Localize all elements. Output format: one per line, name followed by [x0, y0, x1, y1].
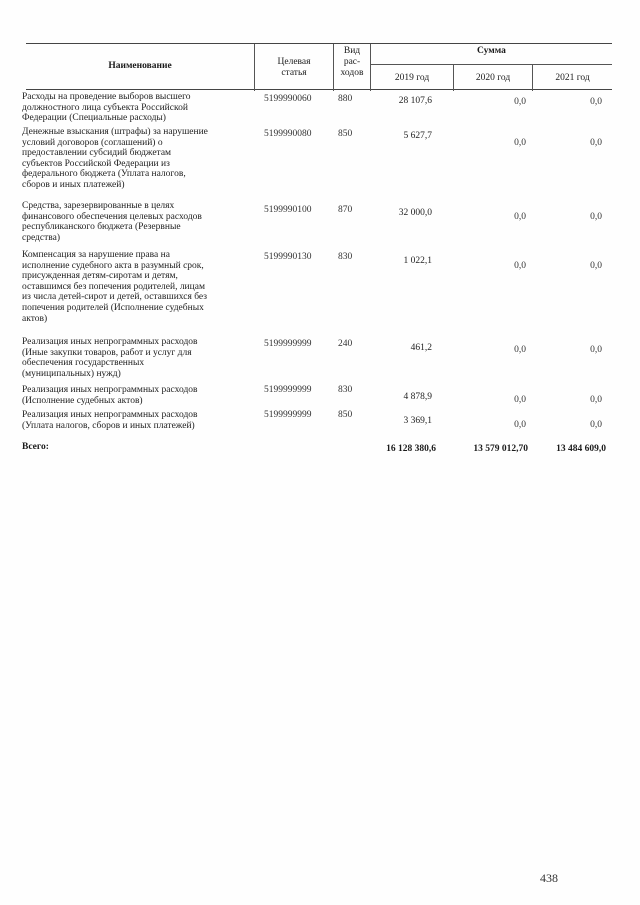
row-target: 5199999999 — [264, 410, 312, 420]
row-value-2019: 5 627,7 — [403, 131, 432, 141]
row-target: 5199999999 — [264, 385, 312, 395]
row-value-2019: 4 878,9 — [403, 392, 432, 402]
row-name — [22, 201, 254, 243]
row-name — [22, 250, 254, 324]
row-target: 5199990130 — [264, 252, 312, 262]
row-value-2021: 0,0 — [590, 138, 602, 148]
row-value-2019: 28 107,6 — [398, 96, 432, 106]
row-name-line: Компенсация за нарушение права на — [22, 250, 170, 260]
header-kind-line1: Вид — [343, 46, 361, 56]
row-value-2020: 0,0 — [514, 261, 526, 271]
row-value-2019: 1 022,1 — [403, 256, 432, 266]
row-kind: 850 — [338, 129, 353, 139]
row-name — [22, 410, 254, 431]
row-name-line: (Уплата налогов, сборов и иных платежей) — [22, 420, 195, 431]
header-target-line1: Целевая — [277, 57, 311, 67]
row-value-2019: 32 000,0 — [398, 208, 432, 218]
row-value-2021: 0,0 — [590, 97, 602, 107]
row-value-2020: 0,0 — [514, 345, 526, 355]
row-name-line: присужденная детям-сиротам и детям, — [22, 271, 178, 282]
header-kind — [334, 46, 370, 79]
header-name: Наименование — [108, 61, 172, 71]
row-name-line: предоставлении субсидий бюджетам — [22, 148, 172, 159]
row-name — [22, 127, 254, 191]
row-value-2019: 461,2 — [410, 343, 432, 353]
header-year-2020: 2020 год — [475, 73, 511, 83]
row-name-line: финансового обеспечения целевых расходов — [22, 211, 202, 222]
row-value-2020: 0,0 — [514, 420, 526, 430]
row-value-2020: 0,0 — [514, 395, 526, 405]
header-sum: Сумма — [477, 46, 506, 56]
row-value-2020: 0,0 — [514, 97, 526, 107]
row-name-line: Средства, зарезервированные в целях — [22, 201, 175, 211]
row-kind: 830 — [338, 252, 353, 262]
total-label: Всего: — [22, 442, 49, 452]
row-kind: 240 — [338, 339, 353, 349]
row-name-line: из числа детей-сирот и детей, оставшихся без — [22, 292, 208, 303]
page-number: 438 — [540, 871, 558, 885]
row-value-2021: 0,0 — [590, 395, 602, 405]
header-year-2021: 2021 год — [555, 73, 590, 83]
row-name — [22, 385, 254, 406]
row-target: 5199990080 — [264, 129, 312, 139]
header-year-2019: 2019 год — [394, 73, 430, 83]
row-name-line: Реализация иных непрограммных расходов — [22, 337, 198, 347]
row-name-line: сборов и иных платежей) — [22, 179, 125, 190]
row-name-line: Федерации (Специальные расходы) — [22, 113, 166, 124]
row-name-line: субъектов Российской Федерации из — [22, 158, 170, 169]
row-target: 5199990060 — [264, 94, 312, 104]
row-name-line: условий договоров (соглашений) о — [22, 137, 163, 148]
row-name-line: оставшимся без попечения родителей, лицам — [22, 281, 205, 292]
row-name-line: Денежные взыскания (штрафы) за нарушение — [22, 127, 208, 137]
row-value-2019: 3 369,1 — [403, 416, 432, 426]
row-name-line: актов) — [22, 313, 48, 324]
row-name-line: (Исполнение судебных актов) — [22, 395, 143, 406]
row-name — [22, 337, 254, 379]
row-name — [22, 92, 254, 124]
row-name-line: республиканского бюджета (Резервные — [22, 222, 181, 233]
header-target-line2: статья — [281, 68, 307, 78]
row-value-2020: 0,0 — [514, 212, 526, 222]
row-value-2021: 0,0 — [590, 420, 602, 430]
row-name-line: Реализация иных непрограммных расходов — [22, 385, 198, 395]
row-kind: 880 — [338, 94, 353, 104]
row-kind: 830 — [338, 385, 353, 395]
row-target: 5199990100 — [264, 205, 312, 215]
row-kind: 850 — [338, 410, 353, 420]
row-target: 5199999999 — [264, 339, 312, 349]
row-name-line: Расходы на проведение выборов высшего — [22, 92, 191, 102]
header-kind-line3: ходов — [340, 68, 364, 78]
row-value-2021: 0,0 — [590, 261, 602, 271]
row-name-line: попечения родителей (Исполнение судебных — [22, 302, 204, 313]
row-value-2021: 0,0 — [590, 212, 602, 222]
header-kind-line2: рас- — [343, 57, 361, 67]
row-name-line: исполнение судебного акта в разумный срок, — [22, 260, 204, 271]
row-value-2020: 0,0 — [514, 138, 526, 148]
row-name-line: обеспечения государственных — [22, 358, 145, 369]
row-name-line: (муниципальных) нужд) — [22, 368, 121, 379]
total-2020: 13 579 012,70 — [473, 444, 528, 454]
total-2019: 16 128 380,6 — [386, 444, 436, 454]
header-target — [255, 57, 333, 79]
row-name-line: должностного лица субъекта Российской — [22, 102, 188, 113]
row-kind: 870 — [338, 205, 353, 215]
row-value-2021: 0,0 — [590, 345, 602, 355]
row-name-line: Реализация иных непрограммных расходов — [22, 410, 198, 420]
row-name-line: (Иные закупки товаров, работ и услуг для — [22, 347, 192, 358]
row-name-line: федерального бюджета (Уплата налогов, — [22, 169, 186, 180]
table-header — [26, 43, 612, 90]
total-2021: 13 484 609,0 — [556, 444, 606, 454]
row-name-line: средства) — [22, 232, 60, 243]
